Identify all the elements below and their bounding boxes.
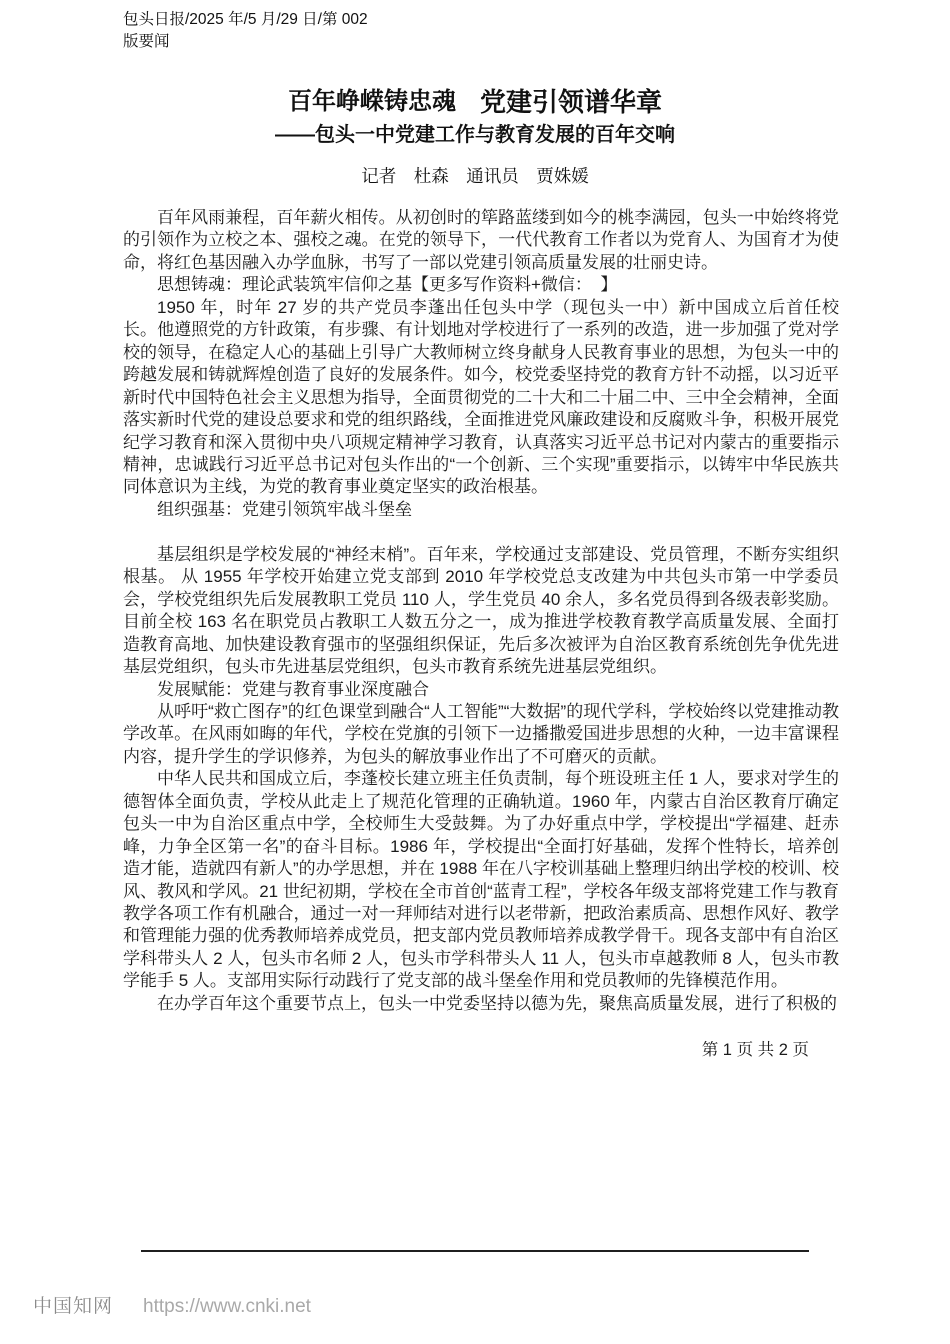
- section-heading: 发展赋能：党建与教育事业深度融合: [157, 679, 429, 699]
- body-paragraph: 百年风雨兼程，百年薪火相传。从初创时的筚路蓝缕到如今的桃李满园，包头一中始终将党的引领作为立校之本、强校之魂。在党的领导下，一代代教育工作者以为党育人、为国育才为使命，将红色基因融入办学血脉，书写了一部以党建引领高质量发展的壮丽史诗。: [123, 208, 839, 272]
- masthead-line-2: 版要闻: [123, 33, 170, 50]
- body-paragraph: 从呼吁“救亡图存”的红色课堂到融合“人工智能”“大数据”的现代学科，学校始终以党建推动教学改革。在风雨如晦的年代，学校在党旗的引领下一边播撒爱国进步思想的火种，一边丰富课程内容，提升学生的学识修养，为包头的解放事业作出了不可磨灭的贡献。: [123, 701, 839, 766]
- cnki-site-name: 中国知网: [33, 1296, 114, 1317]
- body-paragraph: 中华人民共和国成立后，李蓬校长建立班主任负责制，每个班设班主任 1 人，要求对学生的德智体全面负责，学校从此走上了规范化管理的正确轨道。1960 年，内蒙古自治区教育厅确定包头一中为自治区重点中学，全校师生大受鼓舞。为了办好重点中学，学校提出“学福建、赶赤峰，力争全区第一名”的奋斗目标。1986 年，学校提出“全面打好基础，发挥个性特长，培养创造才能，造就四有新人”的办学思想，并在 1988 年在八字校训基础上整理归纳出学校的校训、校风、教风和学风。21 世纪初期，学校在全市首创“蓝青工程”，学校各年级支部将党建工作与教育教学各项工作有机融合，通过一对一拜师结对进行以老带新，把政治素质高、思想作风好、教学和管理能力强的优秀教师培养成党员，把支部内党员教师培养成教学骨干。现各支部中有自治区学科带头人 2 人，包头市名师 2 人，包头市学科带头人 11 人，包头市卓越教师 8 人，包头市教学能手 5 人。支部用实际行动践行了党支部的战斗堡垒作用和党员教师的先锋模范作用。: [123, 769, 839, 991]
- body-paragraph: 基层组织是学校发展的“神经末梢”。百年来，学校通过支部建设、党员管理，不断夯实组织根基。 从 1955 年学校开始建立党支部到 2010 年学校党总支改建为中共包头市第一中学委员会，学校党组织先后发展教职工党员 110 人，学生党员 40 余人，多名党员得到各级表彰奖励。目前全校 163 名在职党员占教职工人数五分之一，成为推进学校教育教学高质量发展、全面打造教育高地、加快建设教育强市的坚强组织保证，先后多次被评为自治区教育系统创先争优先进基层党组织，包头市先进基层党组织，包头市教育系统先进基层党组织。: [123, 544, 839, 677]
- section-heading: 思想铸魂：理论武装筑牢信仰之基【更多写作资料+微信： 】: [157, 275, 618, 295]
- footer-divider-line: [141, 1250, 809, 1252]
- body-paragraph: 在办学百年这个重要节点上，包头一中党委坚持以德为先，聚焦高质量发展，进行了积极的: [157, 993, 837, 1013]
- page-indicator: 第 1 页 共 2 页: [701, 1041, 809, 1059]
- article-subtitle: ——包头一中党建工作与教育发展的百年交响: [275, 124, 675, 146]
- masthead-line-1: 包头日报/2025 年/5 月/29 日/第 002: [123, 11, 368, 28]
- cnki-watermark: [33, 1291, 311, 1318]
- article-title-part1: 百年峥嵘铸忠魂: [287, 88, 456, 115]
- newspaper-masthead: [123, 9, 683, 53]
- article-title-part2: 党建引领谱华章: [479, 87, 662, 117]
- article-byline: 记者 杜森 通讯员 贾姝媛: [361, 166, 589, 186]
- article-title: [0, 80, 950, 117]
- cnki-site-url: https://www.cnki.net: [143, 1296, 311, 1317]
- article-body: [123, 207, 839, 1015]
- body-paragraph: 1950 年，时年 27 岁的共产党员李蓬出任包头中学（现包头一中）新中国成立后首任校长。他遵照党的方针政策，有步骤、有计划地对学校进行了一系列的改造，进一步加强了党对学校的领导，在稳定人心的基础上引导广大教师树立终身献身人民教育事业的思想，为包头一中的跨越发展和铸就辉煌创造了良好的发展条件。如今，校党委坚持党的教育方针不动摇，以习近平新时代中国特色社会主义思想为指导，全面贯彻党的二十大和二十届二中、三中全会精神，全面落实新时代党的建设总要求和党的组织路线，全面推进党风廉政建设和反腐败斗争，积极开展党纪学习教育和深入贯彻中央八项规定精神学习教育，认真落实习近平总书记对内蒙古的重要指示精神，忠诚践行习近平总书记对包头作出的“一个创新、三个实现”重要指示，以铸牢中华民族共同体意识为主线，为党的教育事业奠定坚实的政治根基。: [123, 297, 839, 497]
- section-heading: 组织强基：党建引领筑牢战斗堡垒: [157, 499, 412, 519]
